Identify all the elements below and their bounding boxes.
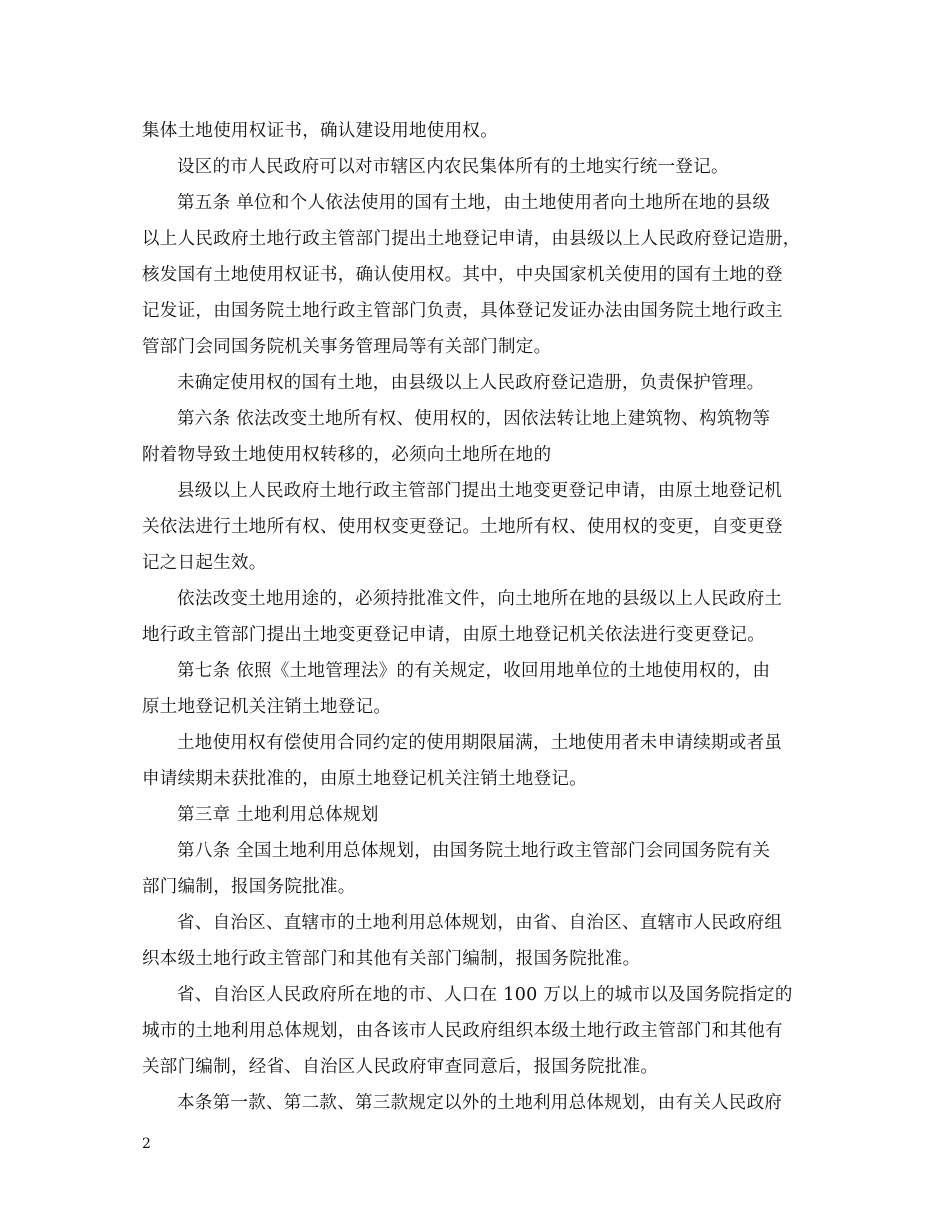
text-line: 记之日起生效。 bbox=[142, 553, 267, 573]
text-line: 县级以上人民政府土地行政主管部门提出土地变更登记申请，由原土地登记机 bbox=[177, 481, 783, 501]
text-line: 土地使用权有偿使用合同约定的使用期限届满，土地使用者未申请续期或者虽 bbox=[177, 733, 783, 753]
text-line: 申请续期未获批准的，由原土地登记机关注销土地登记。 bbox=[142, 769, 587, 789]
text-line: 依法改变土地用途的，必须持批准文件，向土地所在地的县级以上人民政府土 bbox=[177, 589, 783, 609]
text-line: 附着物导致土地使用权转移的，必须向土地所在地的 bbox=[142, 445, 552, 465]
text-line: 城市的土地利用总体规划，由各该市人民政府组织本级土地行政主管部门和其他有 bbox=[142, 1021, 783, 1041]
text-line: 地行政主管部门提出土地变更登记申请，由原土地登记机关依法进行变更登记。 bbox=[142, 625, 765, 645]
text-line: 集体土地使用权证书，确认建设用地使用权。 bbox=[142, 121, 498, 141]
page-body bbox=[142, 113, 832, 1121]
text-line: 原土地登记机关注销土地登记。 bbox=[142, 697, 392, 717]
text-line: 第八条 全国土地利用总体规划，由国务院土地行政主管部门会同国务院有关 bbox=[177, 841, 771, 861]
text-line: 未确定使用权的国有土地，由县级以上人民政府登记造册，负责保护管理。 bbox=[177, 373, 765, 393]
page-number: 2 bbox=[142, 1136, 151, 1152]
text-line: 省、自治区人民政府所在地的市、人口在 100 万以上的城市以及国务院指定的 bbox=[177, 985, 793, 1005]
text-line: 设区的市人民政府可以对市辖区内农民集体所有的土地实行统一登记。 bbox=[177, 157, 729, 177]
text-line: 核发国有土地使用权证书，确认使用权。其中，中央国家机关使用的国有土地的登 bbox=[142, 265, 783, 285]
text-line: 以上人民政府土地行政主管部门提出土地登记申请，由县级以上人民政府登记造册， bbox=[142, 229, 801, 249]
text-line: 记发证，由国务院土地行政主管部门负责，具体登记发证办法由国务院土地行政主 bbox=[142, 301, 783, 321]
text-line: 第五条 单位和个人依法使用的国有土地，由土地使用者向土地所在地的县级 bbox=[177, 193, 771, 213]
text-line: 第七条 依照《土地管理法》的有关规定，收回用地单位的土地使用权的，由 bbox=[177, 661, 771, 681]
text-line: 省、自治区、直辖市的土地利用总体规划，由省、自治区、直辖市人民政府组 bbox=[177, 913, 783, 933]
text-line: 本条第一款、第二款、第三款规定以外的土地利用总体规划，由有关人民政府 bbox=[177, 1093, 783, 1113]
text-line: 第六条 依法改变土地所有权、使用权的，因依法转让地上建筑物、构筑物等 bbox=[177, 409, 771, 429]
text-line: 第三章 土地利用总体规划 bbox=[177, 805, 379, 825]
text-line: 管部门会同国务院机关事务管理局等有关部门制定。 bbox=[142, 337, 552, 357]
text-line: 部门编制，报国务院批准。 bbox=[142, 877, 356, 897]
text-line: 关部门编制，经省、自治区人民政府审查同意后，报国务院批准。 bbox=[142, 1057, 659, 1077]
text-line: 织本级土地行政主管部门和其他有关部门编制，报国务院批准。 bbox=[142, 949, 641, 969]
text-line: 关依法进行土地所有权、使用权变更登记。土地所有权、使用权的变更，自变更登 bbox=[142, 517, 783, 537]
